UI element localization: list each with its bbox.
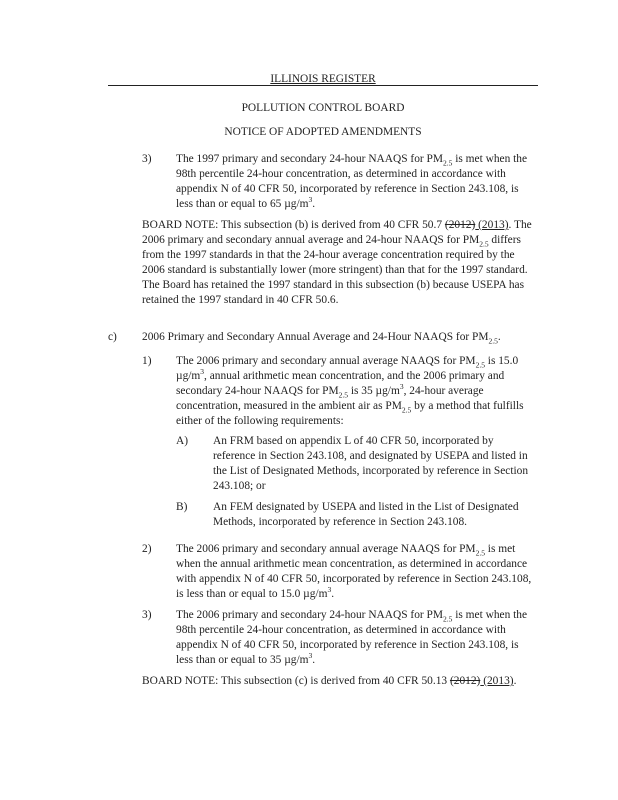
board-note-c: BOARD NOTE: This subsection (c) is derived from 40 CFR 50.13 (2012) (2013). bbox=[142, 675, 517, 687]
inserted-text: (2013) bbox=[483, 675, 514, 687]
item-number: 3) bbox=[142, 153, 152, 165]
item-number: 3) bbox=[142, 609, 152, 621]
header-rule bbox=[108, 85, 538, 86]
paragraph-c1b: An FEM designated by USEPA and listed in the List of Designated Methods, incorporated by reference in Section 243.108. bbox=[213, 501, 519, 528]
notice-title: NOTICE OF ADOPTED AMENDMENTS bbox=[224, 126, 422, 138]
section-c-heading: 2006 Primary and Secondary Annual Average and 24-Hour NAAQS for $PM_{2.5}$. bbox=[142, 331, 501, 346]
deleted-text: (2012) bbox=[449, 675, 481, 687]
paragraph-b3: The 1997 primary and secondary 24-hour NAAQS for $PM_{2.5}$ is met when the 98th percentile 24-hour concentration, as determined in accordance with appendix N of 40 CFR 50, incorporated by reference in Section 243.108, is less than or equal to 65 $\mu g/m^3$. bbox=[176, 153, 528, 210]
board-note-b: BOARD NOTE: This subsection (b) is derived from 40 CFR 50.7 (2012) (2013). The 2006 primary and secondary annual average and 24-hour NAAQS for $PM_{2.5}$ differs from the 1997 standards in that the 24-hour average concentration required by the 2006 standard is substantially lower (more stringent) than that for the 1997 standard. The Board has retained the 1997 standard in this subsection (b) because USEPA has retained the 1997 standard in 40 CFR 50.6. bbox=[142, 219, 532, 306]
register-title: ILLINOIS REGISTER bbox=[270, 73, 376, 85]
inserted-text: (2013) bbox=[478, 219, 509, 231]
item-number: 1) bbox=[142, 355, 152, 367]
paragraph-c1a: An FRM based on appendix L of 40 CFR 50, incorporated by reference in Section 243.108, and designated by USEPA and listed in the List of Designated Methods, incorporated by reference in Section 243.108; or bbox=[213, 435, 529, 492]
item-letter: B) bbox=[176, 501, 188, 513]
item-number: 2) bbox=[142, 543, 152, 555]
section-letter: c) bbox=[108, 331, 117, 343]
item-letter: A) bbox=[176, 435, 189, 447]
paragraph-c3: The 2006 primary and secondary 24-hour NAAQS for $PM_{2.5}$ is met when the 98th percentile 24-hour concentration, as determined in accordance with appendix N of 40 CFR 50, incorporated by reference in Section 243.108, is less than or equal to 35 $\mu g/m^3$. bbox=[176, 609, 528, 666]
board-name: POLLUTION CONTROL BOARD bbox=[241, 102, 405, 114]
paragraph-c2: The 2006 primary and secondary annual average NAAQS for $PM_{2.5}$ is met when the annual arithmetic mean concentration, as determined in accordance with appendix N of 40 CFR 50, incorporated by reference in Section 243.108, is less than or equal to 15.0 $\mu g/m^3$. bbox=[176, 543, 532, 600]
paragraph-c1: The 2006 primary and secondary annual average NAAQS for $PM_{2.5}$ is 15.0 $\mu g/m^3$, annual arithmetic mean concentration, and the 2006 primary and secondary 24-hour NAAQS for $PM_{2.5}$ is 35 $\mu g/m^3$, 24-hour average concentration, measured in the ambient air as $PM_{2.5}$ by a method that fulfills either of the following requirements: bbox=[176, 355, 524, 427]
deleted-text: (2012) bbox=[444, 219, 476, 231]
